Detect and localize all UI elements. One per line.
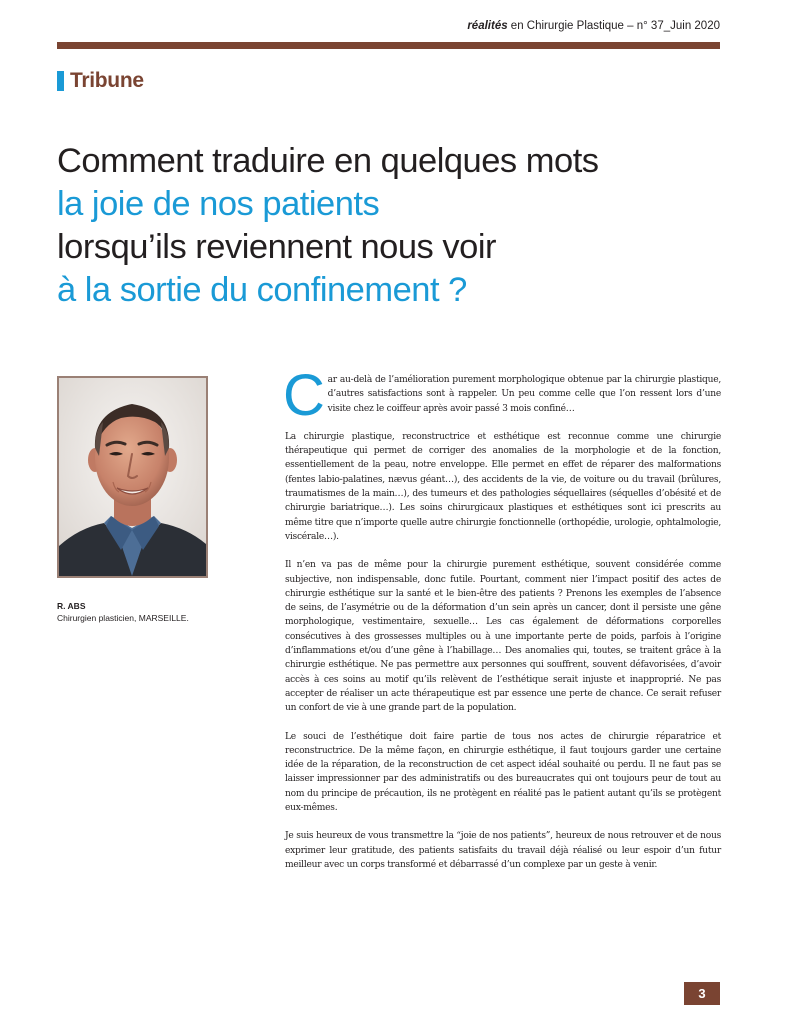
title-line-4: à la sortie du confinement ? — [57, 271, 467, 309]
paragraph-1: La chirurgie plastique, reconstructrice et esthétique est reconnue comme une chirurgie thérapeutique qui permet de corriger des anomalies de la morphologie et de la fonction, essentiellement de la peau, notre enveloppe. Elle permet en effet de réparer des malformations (fentes labio-palatines, nævus géant…), des accidents de la vie, de voiture ou du travail (brûlures, traumatismes de la main…), des tumeurs et des pathologies séquellaires (séquelles d’obésité et de chirurgie bariatrique…). Les soins chirurgicaux plastiques et esthétiques sont ici prescrits au même titre que n’importe quelle autre chirurgie fonctionnelle (orthopédie, urologie, ophtalmologie, viscérale…). — [285, 431, 721, 542]
title-line-3: lorsqu’ils reviennent nous voir — [57, 228, 496, 266]
title-line-1: Comment traduire en quelques mots — [57, 142, 599, 180]
paragraph-4: Je suis heureux de vous transmettre la “joie de nos patients”, heureux de nous retrouver et de nous exprimer leur gratitude, des patients satisfaits du travail déjà réalisé ou leur espoir d’un futur meilleur avec un corps transformé et débarrassé d’un complexe par un geste à venir. — [285, 831, 721, 870]
section-label: Tribune — [70, 69, 144, 92]
author-role: Chirurgien plasticien, MARSEILLE. — [57, 613, 189, 623]
author-name: R. ABS — [57, 601, 86, 611]
page-number: 3 — [684, 982, 720, 1005]
paragraph-2: Il n’en va pas de même pour la chirurgie purement esthétique, souvent considérée comme subjective, non indispensable, donc futile. Pourtant, comment nier l’impact positif des actes de chirurgie esthétique sur la santé et le bien-être des patients ? Prenons les exemples de l’absence de seins, de l’asymétrie ou de la déformation d’un sein après un cancer, dont il persiste une gêne morphologique, vestimentaire, sexuelle… Les cas également de déformations corporelles consécutives à des grossesses multiples ou à une importante perte de poids, parfois à l’origine d’inflammations et/ou d’une gêne à l’habillage… Des anomalies qui, toutes, se traitent grâce à la chirurgie esthétique. Ne pas permettre aux personnes qui souffrent, souvent défavorisées, d’avoir accès à ces soins au motif qu’ils relèvent de l’esthétique serait injuste et inapproprié. Ne pas accepter de réaliser un acte thérapeutique est par essence une perte de chance. Ce serait refuser un confort de vie à une grande part de la population. — [285, 560, 721, 714]
portrait-illustration — [59, 378, 206, 576]
title-line-2: la joie de nos patients — [57, 185, 380, 223]
header-rule — [57, 42, 720, 49]
intro-text: ar au-delà de l’amélioration purement morphologique obtenue par la chirurgie plastique, d’autres satisfactions sont à rappeler. Un peu comme celle que l’on ressent lors d’une visite chez le coiffeur après avoir passé 3 mois confiné… — [327, 375, 721, 414]
journal-issue: en Chirurgie Plastique – n° 37_Juin 2020 — [507, 20, 720, 32]
article-title — [57, 140, 737, 312]
author-credit — [57, 600, 257, 624]
author-portrait — [57, 376, 208, 578]
section-marker — [57, 71, 64, 91]
running-header — [57, 20, 720, 32]
drop-cap: C — [283, 363, 325, 428]
intro-paragraph — [283, 363, 721, 428]
journal-brand: réalités — [467, 20, 508, 32]
article-body — [283, 363, 721, 886]
paragraph-3: Le souci de l’esthétique doit faire partie de tous nos actes de chirurgie réparatrice et reconstructrice. De la même façon, en chirurgie esthétique, il faut toujours garder une certaine idée de la réparation, de la reconstruction de cet aspect idéal souhaité ou perdu. Il ne faut pas se laisser impressionner par des administratifs ou des bureaucrates qui ont toujours peur de tout au nom du principe de précaution, ils ne protègent en réalité pas le patient autant qu’ils se protègent eux-mêmes. — [285, 731, 721, 814]
section-tag — [57, 68, 144, 94]
